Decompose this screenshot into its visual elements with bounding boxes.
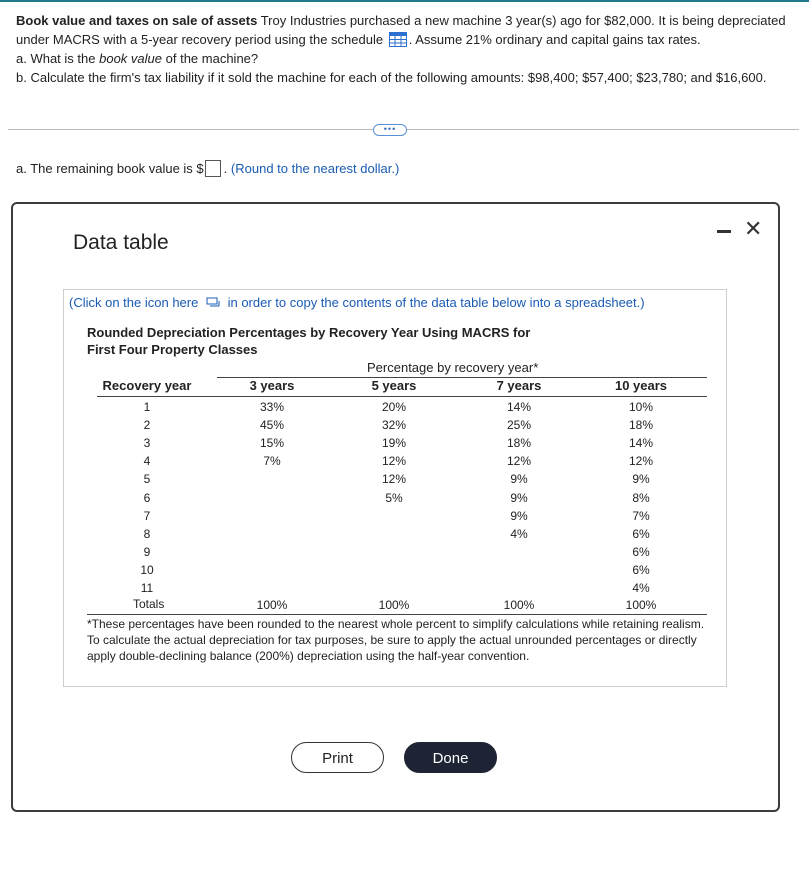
table-footnote: *These percentages have been rounded to the nearest whole percent to simplify calculations while retaining realism. To calculate the actual depreciation for tax purposes, be sure to apply the actual unrounded percentages or directly apply double-declining balance (200%) depreciation using the half-year convention. <box>87 617 705 663</box>
table-cell-3yr-row-10 <box>232 561 312 579</box>
answer-a-label: a. The remaining book value is $ <box>16 161 204 176</box>
table-cell-5yr-row-11 <box>354 579 434 597</box>
table-cell-7yr-row-9 <box>479 543 559 561</box>
top-accent-line <box>0 0 809 2</box>
table-cell-3yr-row-4: 7% <box>263 454 281 469</box>
problem-part-b: b. Calculate the firm's tax liability if it sold the machine for each of the following amounts: $98,400; $57,400; $23,780; and $16,600. <box>16 70 767 85</box>
table-cell-10yr-row-7: 7% <box>632 508 650 523</box>
problem-text-1: Troy Industries purchased a new machine 3 year(s) ago for $82,000. It is being depreciated <box>260 13 786 28</box>
table-cell-5yr-row-3: 19% <box>381 436 407 451</box>
problem-line-2 <box>16 30 801 49</box>
problem-statement <box>16 11 801 87</box>
print-button[interactable]: Print <box>291 742 384 773</box>
table-cell-5yr-row-5: 12% <box>381 472 407 487</box>
copy-icon[interactable] <box>206 296 220 307</box>
table-cell-10yr-row-3: 14% <box>628 436 654 451</box>
total-3-years: 100% <box>256 598 288 612</box>
table-cell-7yr-row-7: 9% <box>510 508 528 523</box>
table-cell-year-row-6: 6 <box>143 490 151 505</box>
totals-label: Totals <box>133 597 165 611</box>
table-cell-3yr-row-2: 45% <box>259 418 285 433</box>
data-table-panel <box>63 289 727 687</box>
total-5-years: 100% <box>378 598 410 612</box>
problem-text-3: . Assume 21% ordinary and capital gains tax rates. <box>408 32 701 47</box>
dialog-title: Data table <box>73 231 169 254</box>
table-cell-7yr-row-2: 25% <box>506 418 532 433</box>
minimize-icon[interactable] <box>717 230 731 233</box>
table-cell-5yr-row-10 <box>354 561 434 579</box>
data-table-dialog <box>11 202 780 812</box>
table-cell-7yr-row-4: 12% <box>506 454 532 469</box>
table-cell-5yr-row-4: 12% <box>381 454 407 469</box>
problem-part-a <box>16 49 801 68</box>
expand-ellipsis-button[interactable]: ••• <box>373 124 407 136</box>
table-cell-5yr-row-8 <box>354 525 434 543</box>
table-cell-year-row-7: 7 <box>143 508 151 523</box>
answer-a-hint: (Round to the nearest dollar.) <box>230 161 400 176</box>
table-cell-year-row-9: 9 <box>143 544 151 559</box>
table-cell-3yr-row-5 <box>232 470 312 488</box>
table-cell-3yr-row-9 <box>232 543 312 561</box>
table-cell-10yr-row-9: 6% <box>632 544 650 559</box>
total-10-years: 100% <box>625 598 657 612</box>
table-cell-5yr-row-9 <box>354 543 434 561</box>
table-cell-3yr-row-1: 33% <box>259 400 285 414</box>
table-cell-3yr-row-3: 15% <box>259 436 285 451</box>
table-cell-year-row-11: 11 <box>140 581 154 595</box>
table-title <box>87 324 557 358</box>
done-button[interactable]: Done <box>404 742 497 773</box>
part-a-suffix: of the machine? <box>165 51 259 66</box>
col-header-10-years: 10 years <box>614 378 668 393</box>
table-cell-7yr-row-5: 9% <box>510 472 528 487</box>
table-title-line-1: Rounded Depreciation Percentages by Recovery Year Using MACRS for <box>87 325 531 340</box>
table-cell-year-row-3: 3 <box>143 436 151 451</box>
table-cell-10yr-row-1: 10% <box>628 400 654 414</box>
table-cell-10yr-row-4: 12% <box>628 454 654 469</box>
total-7-years: 100% <box>503 598 535 612</box>
table-cell-10yr-row-5: 9% <box>632 472 650 487</box>
copy-note-prefix: (Click on the icon here <box>69 295 199 310</box>
table-cell-3yr-row-6 <box>232 489 312 507</box>
table-cell-5yr-row-1: 20% <box>381 400 407 414</box>
table-cell-10yr-row-2: 18% <box>628 418 654 433</box>
part-a-italic: book value <box>99 51 162 66</box>
totals-rule <box>87 614 707 615</box>
book-value-input[interactable] <box>205 160 221 177</box>
table-cell-7yr-row-3: 18% <box>506 436 532 451</box>
close-icon[interactable]: ✕ <box>744 216 763 241</box>
table-cell-year-row-5: 5 <box>143 472 151 487</box>
table-title-line-2: First Four Property Classes <box>87 342 258 357</box>
table-cell-7yr-row-8: 4% <box>510 526 528 541</box>
table-cell-10yr-row-8: 6% <box>632 526 650 541</box>
answer-a-row: a. The remaining book value is $ . (Round to the nearest dollar.) <box>16 161 400 176</box>
table-cell-7yr-row-10 <box>479 561 559 579</box>
col-header-7-years: 7 years <box>496 378 542 393</box>
table-cell-7yr-row-1: 14% <box>506 400 532 414</box>
table-cell-10yr-row-6: 8% <box>632 490 650 505</box>
percentage-header: Percentage by recovery year* <box>367 360 539 375</box>
table-cell-3yr-row-7 <box>232 507 312 525</box>
col-header-5-years: 5 years <box>371 378 417 393</box>
table-cell-year-row-2: 2 <box>143 418 151 433</box>
table-cell-10yr-row-11: 4% <box>632 581 650 595</box>
column-header-rule <box>97 396 707 397</box>
table-cell-7yr-row-11 <box>479 579 559 597</box>
problem-title: Book value and taxes on sale of assets <box>16 13 258 28</box>
table-cell-5yr-row-6: 5% <box>385 490 403 505</box>
copy-note <box>69 295 645 310</box>
table-cell-year-row-10: 10 <box>140 562 154 577</box>
part-a-prefix: a. What is the <box>16 51 96 66</box>
table-cell-5yr-row-7 <box>354 507 434 525</box>
table-cell-10yr-row-10: 6% <box>632 562 650 577</box>
table-grid-icon[interactable] <box>389 32 407 47</box>
table-cell-3yr-row-11 <box>232 579 312 597</box>
table-cell-year-row-8: 8 <box>143 526 151 541</box>
problem-line-1 <box>16 11 801 30</box>
table-cell-year-row-4: 4 <box>143 454 151 469</box>
table-cell-3yr-row-8 <box>232 525 312 543</box>
table-cell-5yr-row-2: 32% <box>381 418 407 433</box>
col-header-3-years: 3 years <box>249 378 295 393</box>
col-header-recovery-year: Recovery year <box>102 378 192 393</box>
table-cell-7yr-row-6: 9% <box>510 490 528 505</box>
copy-note-suffix: in order to copy the contents of the data table below into a spreadsheet.) <box>227 295 645 310</box>
table-cell-year-row-1: 1 <box>143 400 151 414</box>
problem-text-2: under MACRS with a 5-year recovery period using the schedule <box>16 32 384 47</box>
